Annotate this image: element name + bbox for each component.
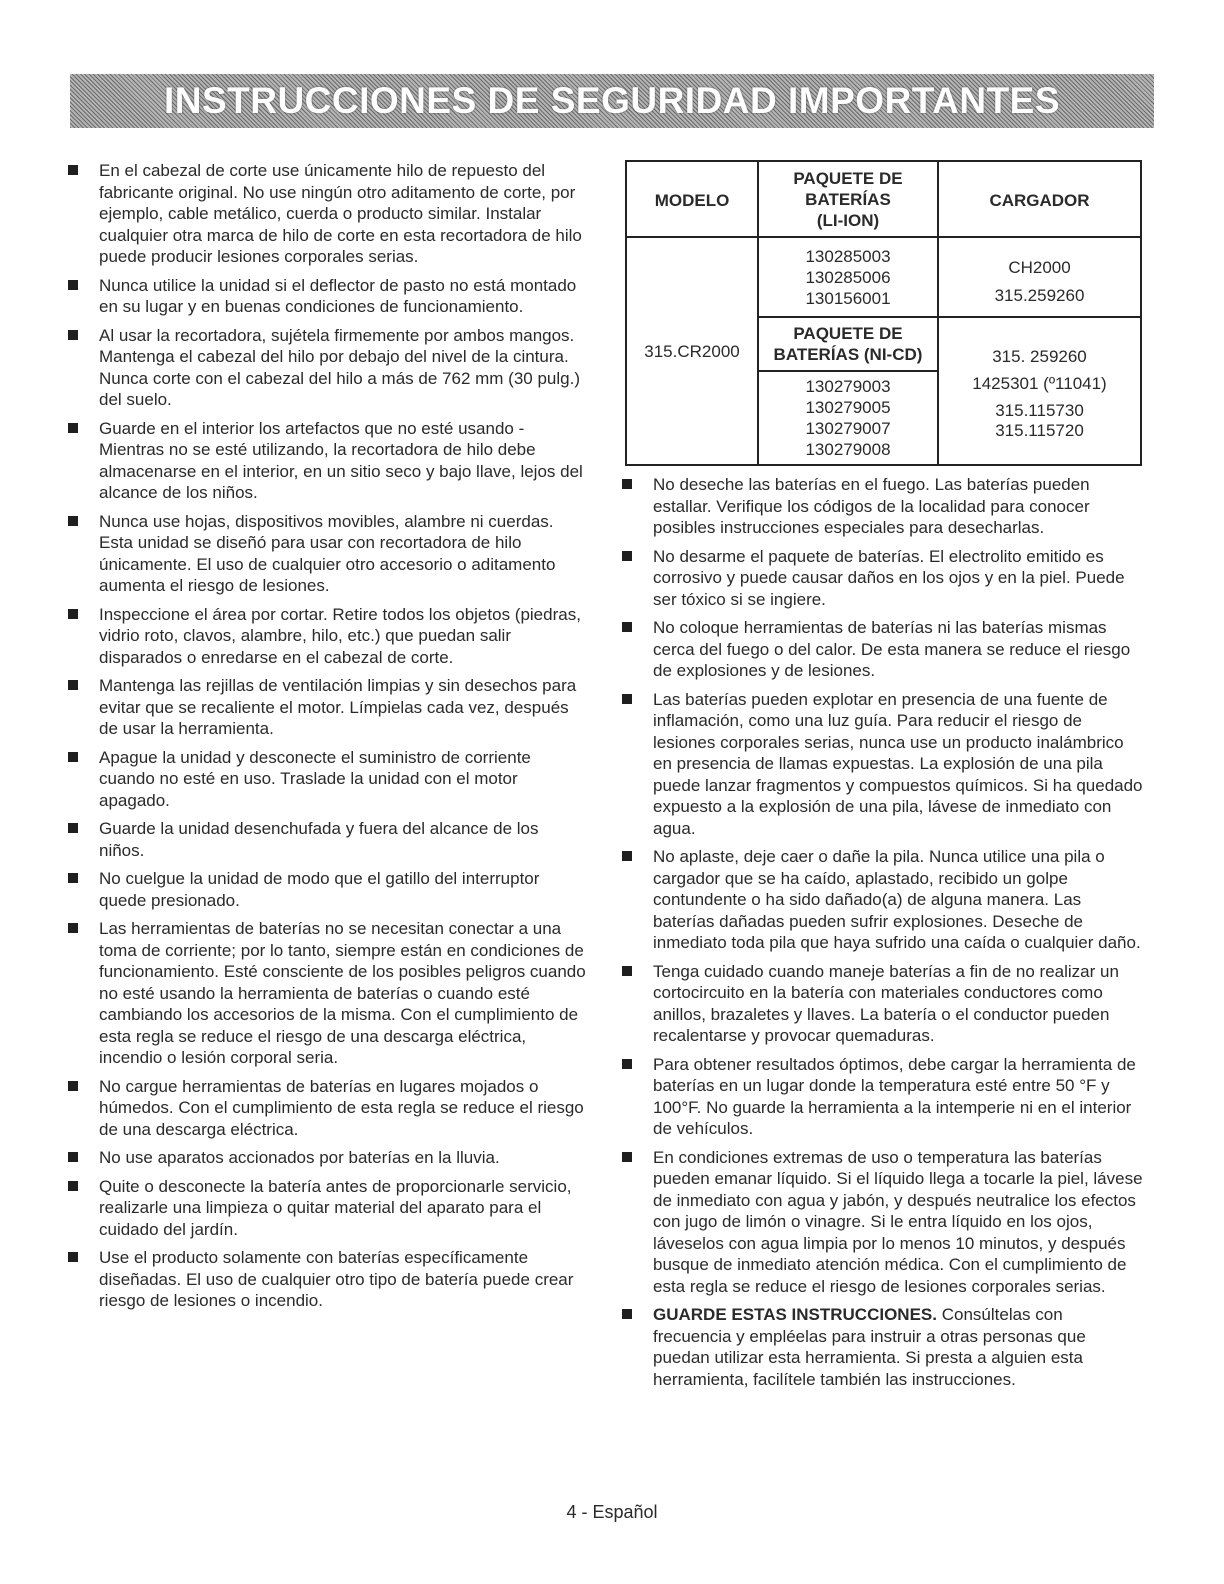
bullet-square-icon <box>68 680 78 690</box>
list-item: Guarde la unidad desenchufada y fuera del alcance de los niños. <box>68 818 588 861</box>
bullet-square-icon <box>68 165 78 175</box>
bullet-square-icon <box>68 823 78 833</box>
li-ion-pack: 130285003 <box>805 247 891 266</box>
list-item: Las herramientas de baterías no se necesitan conectar a una toma de corriente; por lo tanto, siempre están en condiciones de funcionamiento. Esté consciente de los posibles peligros cuando no esté usando la herramienta de baterías o cuando esté cambiando los accesorios de la misma. Con el cumplimiento de esta regla se reduce el riesgo de una descarga eléctrica, incendio o lesión corporal seria. <box>68 918 588 1069</box>
header-ni-cd-pack: PAQUETE DE BATERÍAS (NI-CD) <box>773 324 923 364</box>
list-item: Mantenga las rejillas de ventilación limpias y sin desechos para evitar que se recaliente el motor. Límpielas cada vez, después de usar la herramienta. <box>68 675 588 740</box>
page-footer: 4 - Español <box>566 1502 658 1522</box>
ni-cd-charger: 315. 259260 <box>992 347 1087 366</box>
list-item: Nunca use hojas, dispositivos movibles, alambre ni cuerdas. Esta unidad se diseñó para usar con recortadora de hilo únicamente. El uso de cualquier otro accesorio o aditamento aumenta el riesgo de lesiones. <box>68 511 588 597</box>
bullet-square-icon <box>622 622 632 632</box>
ni-cd-pack: 130279005 <box>805 398 891 417</box>
bullet-square-icon <box>68 280 78 290</box>
li-ion-charger-list <box>939 254 1140 310</box>
header-charger: CARGADOR <box>989 191 1090 210</box>
page-title: INSTRUCCIONES DE SEGURIDAD IMPORTANTES <box>163 80 1061 121</box>
header-model: MODELO <box>654 191 730 210</box>
table-rule <box>757 370 937 372</box>
ni-cd-pack-list <box>759 376 937 460</box>
battery-charger-table <box>625 160 1142 466</box>
list-item: Use el producto solamente con baterías específicamente diseñadas. El uso de cualquier otro tipo de batería puede crear riesgo de lesiones o incendio. <box>68 1247 588 1312</box>
ni-cd-charger: 315.115730 <box>995 401 1084 420</box>
list-item: Nunca utilice la unidad si el deflector de pasto no está montado en su lugar y en buenas condiciones de funcionamiento. <box>68 275 588 318</box>
left-bullet-list <box>68 160 588 1312</box>
bullet-square-icon <box>68 609 78 619</box>
table-rule <box>627 236 1140 238</box>
model-value: 315.CR2000 <box>644 342 740 361</box>
bullet-square-icon <box>622 1152 632 1162</box>
list-item: No use aparatos accionados por baterías en la lluvia. <box>68 1147 588 1169</box>
list-item: Al usar la recortadora, sujétela firmemente por ambos mangos. Mantenga el cabezal del hilo por debajo del nivel de la cintura. Nunca corte con el cabezal del hilo a más de 762 mm (30 pulg.) del suelo. <box>68 325 588 411</box>
list-item: Las baterías pueden explotar en presencia de una fuente de inflamación, como una luz guía. Para reducir el riesgo de lesiones corporales serias, nunca use un producto inalámbrico en presencia de llamas expuestas. La explosión de una pila puede lanzar fragmentos y compuestos químicos. Si ha quedado expuesto a la explosión de una pila, lávese de inmediato con agua. <box>622 689 1144 840</box>
table-rule <box>757 316 1140 318</box>
ni-cd-charger-list <box>939 343 1140 441</box>
left-column <box>68 160 588 1319</box>
list-item: Apague la unidad y desconecte el suministro de corriente cuando no esté en uso. Traslade la unidad con el motor apagado. <box>68 747 588 812</box>
list-item: No cuelgue la unidad de modo que el gatillo del interruptor quede presionado. <box>68 868 588 911</box>
list-item: Para obtener resultados óptimos, debe cargar la herramienta de baterías en un lugar donde la temperatura esté entre 50 °F y 100°F. No guarde la herramienta a la intemperie ni en el interior de vehículos. <box>622 1054 1144 1140</box>
bullet-square-icon <box>68 873 78 883</box>
right-bullet-list <box>622 474 1144 1390</box>
list-item: GUARDE ESTAS INSTRUCCIONES. Consúltelas con frecuencia y empléelas para instruir a otras personas que puedan utilizar esta herramienta. Si presta a alguien esta herramienta, facilítele también las instrucciones. <box>622 1304 1144 1390</box>
save-instructions-heading: GUARDE ESTAS INSTRUCCIONES. <box>653 1305 937 1324</box>
bullet-square-icon <box>622 966 632 976</box>
bullet-square-icon <box>68 1252 78 1262</box>
bullet-square-icon <box>622 551 632 561</box>
list-item: No deseche las baterías en el fuego. Las baterías pueden estallar. Verifique los códigos de la localidad para conocer posibles instrucciones especiales para desecharlas. <box>622 474 1144 539</box>
list-item: Quite o desconecte la batería antes de proporcionarle servicio, realizarle una limpieza o quitar material del aparato para el cuidado del jardín. <box>68 1176 588 1241</box>
ni-cd-pack: 130279007 <box>805 419 891 438</box>
bullet-square-icon <box>68 1152 78 1162</box>
list-item: Tenga cuidado cuando maneje baterías a fin de no realizar un cortocircuito en la batería con materiales conductores como anillos, brazaletes y llaves. La batería o el conductor pueden recalentarse y provocar quemaduras. <box>622 961 1144 1047</box>
list-item: En condiciones extremas de uso o temperatura las baterías pueden emanar líquido. Si el líquido llega a tocarle la piel, lávese de inmediato con agua y jabón, y después neutralice los efectos con jugo de limón o vinagre. Si le entra líquido en los ojos, láveselos con agua limpia por lo menos 10 minutos, y después busque de inmediato atención médica. Con el cumplimiento de esta regla se reduce el riesgo de lesiones corporales serias. <box>622 1147 1144 1298</box>
ni-cd-charger: 315.115720 <box>995 421 1084 440</box>
bullet-square-icon <box>622 851 632 861</box>
list-item: Inspeccione el área por cortar. Retire todos los objetos (piedras, vidrio roto, clavos, alambre, hilo, etc.) que puedan salir disparados o enredarse en el cabezal de corte. <box>68 604 588 669</box>
ni-cd-charger: 1425301 (º11041) <box>972 374 1107 393</box>
right-column <box>622 474 1144 1397</box>
bullet-square-icon <box>622 694 632 704</box>
bullet-square-icon <box>68 752 78 762</box>
li-ion-pack-list <box>759 246 937 309</box>
bullet-square-icon <box>622 1059 632 1069</box>
bullet-square-icon <box>68 516 78 526</box>
li-ion-charger: 315.259260 <box>994 286 1085 305</box>
list-item: No desarme el paquete de baterías. El electrolito emitido es corrosivo y puede causar daños en los ojos y en la piel. Puede ser tóxico si se ingiere. <box>622 546 1144 611</box>
list-item: Guarde en el interior los artefactos que no esté usando - Mientras no se esté utilizando, la recortadora de hilo debe almacenarse en el interior, en un sitio seco y bajo llave, lejos del alcance de los niños. <box>68 418 588 504</box>
title-banner <box>70 74 1154 128</box>
li-ion-pack: 130285006 <box>805 268 891 287</box>
list-item: No aplaste, deje caer o dañe la pila. Nunca utilice una pila o cargador que se ha caído, aplastado, recibido un golpe contundente o ha sido dañado(a) de alguna manera. Las baterías dañadas pueden sufrir explosiones. Deseche de inmediato toda pila que haya sufrido una caída o cualquier daño. <box>622 846 1144 954</box>
bullet-square-icon <box>68 1081 78 1091</box>
bullet-square-icon <box>68 923 78 933</box>
bullet-square-icon <box>68 1181 78 1191</box>
bullet-square-icon <box>622 1309 632 1319</box>
header-li-ion-pack: PAQUETE DE BATERÍAS (LI-ION) <box>793 169 903 230</box>
ni-cd-pack: 130279008 <box>805 440 891 459</box>
list-item: En el cabezal de corte use únicamente hilo de repuesto del fabricante original. No use ningún otro aditamento de corte, por ejemplo, cable metálico, cuerda o producto similar. Instalar cualquier otra marca de hilo de corte en esta recortadora de hilo puede producir lesiones corporales serias. <box>68 160 588 268</box>
ni-cd-pack: 130279003 <box>805 377 891 396</box>
bullet-square-icon <box>68 330 78 340</box>
bullet-square-icon <box>622 479 632 489</box>
li-ion-pack: 130156001 <box>805 289 891 308</box>
bullet-square-icon <box>68 423 78 433</box>
list-item: No cargue herramientas de baterías en lugares mojados o húmedos. Con el cumplimiento de esta regla se reduce el riesgo de una descarga eléctrica. <box>68 1076 588 1141</box>
list-item: No coloque herramientas de baterías ni las baterías mismas cerca del fuego o del calor. De esta manera se reduce el riesgo de explosiones y de lesiones. <box>622 617 1144 682</box>
li-ion-charger: CH2000 <box>1008 258 1071 277</box>
